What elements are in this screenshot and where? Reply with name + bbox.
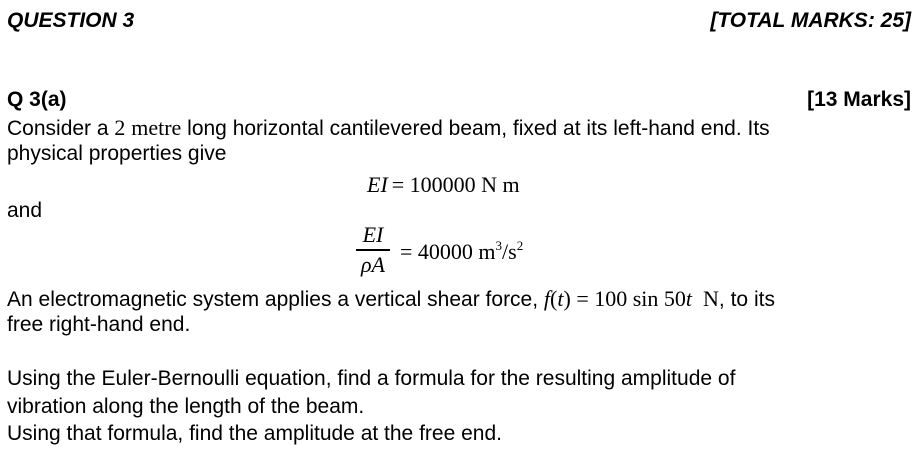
eq2-exp1: 3 xyxy=(495,238,503,253)
force-arg-close: ) xyxy=(563,286,571,311)
fraction-denominator: ρA xyxy=(361,251,385,277)
total-marks: [TOTAL MARKS: 25] xyxy=(710,9,911,32)
fraction-bar xyxy=(356,249,390,251)
intro-line-2: physical properties give xyxy=(7,142,227,165)
force-eq: = 100 sin 50 xyxy=(570,286,686,311)
eq1-rhs: = 100000 N m xyxy=(391,172,520,197)
part-label: Q 3(a) xyxy=(7,88,67,111)
force-pre: An electromagnetic system applies a vertical shear force, xyxy=(7,288,544,311)
force-unit: N xyxy=(692,286,719,311)
task-line-1: Using the Euler-Bernoulli equation, find a formula for the resulting amplitude of xyxy=(7,367,736,390)
equation-ratio-fraction xyxy=(356,222,390,277)
beam-length-value: 2 xyxy=(114,115,126,140)
and-text: and xyxy=(7,199,43,222)
force-arg-open: ( xyxy=(550,286,558,311)
intro-pre: Consider a xyxy=(7,117,115,140)
intro-line-1 xyxy=(7,115,770,141)
force-line-2: free right-hand end. xyxy=(7,313,191,336)
eq2-rhs-mid: /s xyxy=(502,239,517,264)
force-arg-var: t xyxy=(557,286,564,311)
beam-length-unit: metre xyxy=(131,115,182,140)
force-func: f xyxy=(543,286,551,311)
force-line-1 xyxy=(7,286,775,312)
equation-stiffness xyxy=(367,172,520,198)
fraction-numerator: EI xyxy=(362,222,384,247)
task-line-3: Using that formula, find the amplitude at the free end. xyxy=(7,422,502,445)
eq2-rhs-pre: = 40000 m xyxy=(400,239,496,264)
force-t: t xyxy=(685,286,693,311)
eq1-lhs: EI xyxy=(367,172,388,197)
equation-ratio-rhs xyxy=(400,239,523,265)
force-post: , to its xyxy=(718,288,775,311)
eq2-exp2: 2 xyxy=(516,238,524,253)
intro-post: long horizontal cantilevered beam, fixed at its left-hand end. Its xyxy=(181,117,770,140)
question-title: QUESTION 3 xyxy=(7,9,135,32)
part-marks: [13 Marks] xyxy=(807,88,911,111)
task-line-2: vibration along the length of the beam. xyxy=(7,395,365,418)
